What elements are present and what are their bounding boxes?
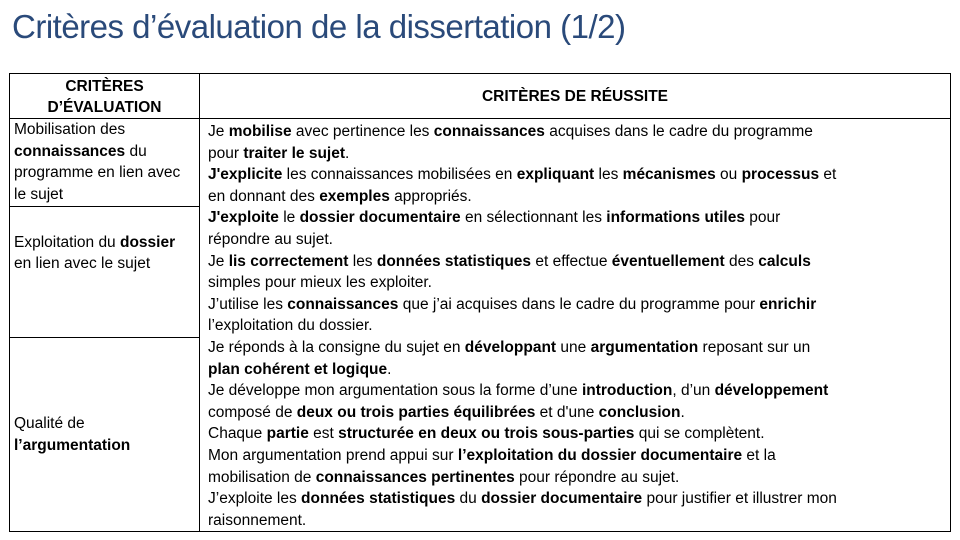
text-segment: l’exploitation du dossier. [208, 317, 373, 335]
text-segment: acquises dans le cadre du programme [544, 123, 813, 140]
bold-text-segment: données statistiques [301, 490, 456, 508]
text-segment: et effectue [531, 252, 612, 270]
bold-text-segment: enrichir [759, 295, 817, 313]
success-criterion-line [208, 251, 942, 273]
bold-text-segment: connaissances [14, 142, 126, 160]
bold-text-segment: processus [741, 166, 820, 184]
text-segment: Je [208, 252, 229, 270]
text-segment: Qualité de [14, 415, 85, 433]
bold-text-segment: plan cohérent et logique [208, 360, 388, 378]
criterion-cell [10, 206, 200, 338]
header-criteria-reussite: CRITÈRES DE RÉUSSITE [200, 74, 951, 119]
success-criterion-line [208, 423, 942, 445]
success-criterion-line [208, 164, 942, 186]
text-segment: appropriés. [389, 187, 472, 205]
text-segment: Je développe mon argumentation sous la forme d’une [208, 382, 582, 400]
bold-text-segment: informations utiles [606, 209, 745, 227]
text-segment: que j’ai acquises dans le cadre du programme pour [398, 295, 760, 313]
text-segment: qui se complètent. [634, 425, 765, 443]
bold-text-segment: développant [464, 338, 557, 356]
text-segment: composé de [208, 403, 297, 421]
text-segment: en lien avec le sujet [14, 255, 151, 273]
criteria-table [9, 73, 951, 532]
text-segment: les [348, 252, 377, 270]
bold-text-segment: argumentation [590, 338, 699, 356]
text-segment: simples pour mieux les exploiter. [208, 274, 432, 292]
bold-text-segment: expliquant [516, 166, 595, 184]
text-segment: Mobilisation des [14, 121, 126, 138]
header-left-line: CRITÈRES [65, 78, 144, 95]
text-segment: J’exploite les [208, 490, 302, 508]
bold-text-segment: introduction [581, 382, 673, 400]
text-segment: en donnant des [208, 187, 320, 205]
bold-text-segment: mobilise [228, 123, 292, 140]
text-segment: Je [208, 123, 229, 140]
text-segment: pour répondre au sujet. [514, 468, 680, 486]
bold-text-segment: dossier [120, 233, 176, 251]
bold-text-segment: dossier documentaire [481, 490, 643, 508]
bold-text-segment: J'explicite [208, 166, 283, 184]
success-criterion-line [208, 402, 942, 424]
text-segment: et [819, 166, 837, 184]
text-segment: pour justifier et illustrer mon [642, 490, 837, 508]
criterion-label [14, 338, 195, 456]
bold-text-segment: lis correctement [228, 252, 349, 270]
bold-text-segment: données statistiques [376, 252, 532, 270]
text-segment: reposant sur un [698, 338, 811, 356]
success-criterion-line [208, 467, 942, 489]
text-segment: les connaissances mobilisées en [282, 166, 517, 184]
success-criterion-line [208, 380, 942, 402]
text-segment: . [345, 144, 350, 162]
text-segment: avec pertinence les [291, 123, 434, 140]
text-segment: du [455, 490, 482, 508]
success-criteria-cell [200, 119, 951, 532]
text-segment: le [278, 209, 300, 227]
bold-text-segment: éventuellement [611, 252, 725, 270]
text-segment: Chaque [208, 425, 267, 443]
text-segment: J’utilise les [208, 295, 288, 313]
bold-text-segment: conclusion [598, 403, 681, 421]
success-criterion-line [208, 488, 942, 510]
criterion-cell [10, 338, 200, 532]
success-criterion-line [208, 272, 942, 294]
table-row [10, 119, 951, 207]
success-criterion-line [208, 143, 942, 165]
bold-text-segment: traiter le sujet [243, 144, 345, 162]
success-criterion-line [208, 229, 942, 251]
text-segment: . [680, 403, 685, 421]
header-left-line: D’ÉVALUATION [47, 99, 162, 116]
text-segment: Je réponds à la consigne du sujet en [208, 338, 465, 356]
page-title: Critères d’évaluation de la dissertation (1/2) [12, 8, 626, 45]
success-criterion-line [208, 186, 942, 208]
criterion-label [14, 207, 195, 275]
text-segment: les [594, 166, 623, 184]
bold-text-segment: structurée en deux ou trois sous-parties [338, 425, 635, 443]
text-segment: . [387, 360, 392, 378]
text-segment: mobilisation de [208, 468, 316, 486]
text-segment: du programme en lien avec le sujet [14, 142, 181, 203]
criterion-label [14, 119, 195, 205]
bold-text-segment: l’argumentation [14, 436, 131, 454]
bold-text-segment: connaissances [433, 123, 545, 140]
bold-text-segment: mécanismes [622, 166, 716, 184]
text-segment: et la [742, 446, 776, 464]
bold-text-segment: connaissances pertinentes [315, 468, 515, 486]
text-segment: répondre au sujet. [208, 230, 333, 248]
text-segment: Exploitation du [14, 233, 120, 251]
text-segment: ou [715, 166, 742, 184]
text-segment: pour [208, 144, 244, 162]
text-segment: raisonnement. [208, 511, 307, 529]
bold-text-segment: l’exploitation du dossier documentaire [457, 446, 743, 464]
success-criterion-line [208, 315, 942, 337]
success-criterion-line [208, 510, 942, 532]
success-criterion-line [208, 121, 942, 143]
bold-text-segment: calculs [758, 252, 811, 270]
bold-text-segment: développement [714, 382, 829, 400]
text-segment: en sélectionnant les [460, 209, 607, 227]
success-criterion-line [208, 359, 942, 381]
bold-text-segment: exemples [319, 187, 390, 205]
success-criterion-line [208, 337, 942, 359]
bold-text-segment: connaissances [287, 295, 399, 313]
text-segment: pour [744, 209, 781, 227]
text-segment: est [308, 425, 339, 443]
bold-text-segment: dossier documentaire [299, 209, 461, 227]
success-criterion-line [208, 207, 942, 229]
bold-text-segment: J'exploite [208, 209, 279, 227]
text-segment: , d’un [672, 382, 715, 400]
text-segment: des [724, 252, 759, 270]
success-criterion-line [208, 294, 942, 316]
text-segment: et d'une [535, 403, 599, 421]
criterion-cell [10, 119, 200, 207]
success-criterion-line [208, 445, 942, 467]
text-segment: une [556, 338, 591, 356]
text-segment: Mon argumentation prend appui sur [208, 446, 458, 464]
bold-text-segment: deux ou trois parties équilibrées [296, 403, 536, 421]
table-header-row [10, 74, 951, 119]
bold-text-segment: partie [266, 425, 309, 443]
header-criteria-evaluation [10, 74, 200, 119]
